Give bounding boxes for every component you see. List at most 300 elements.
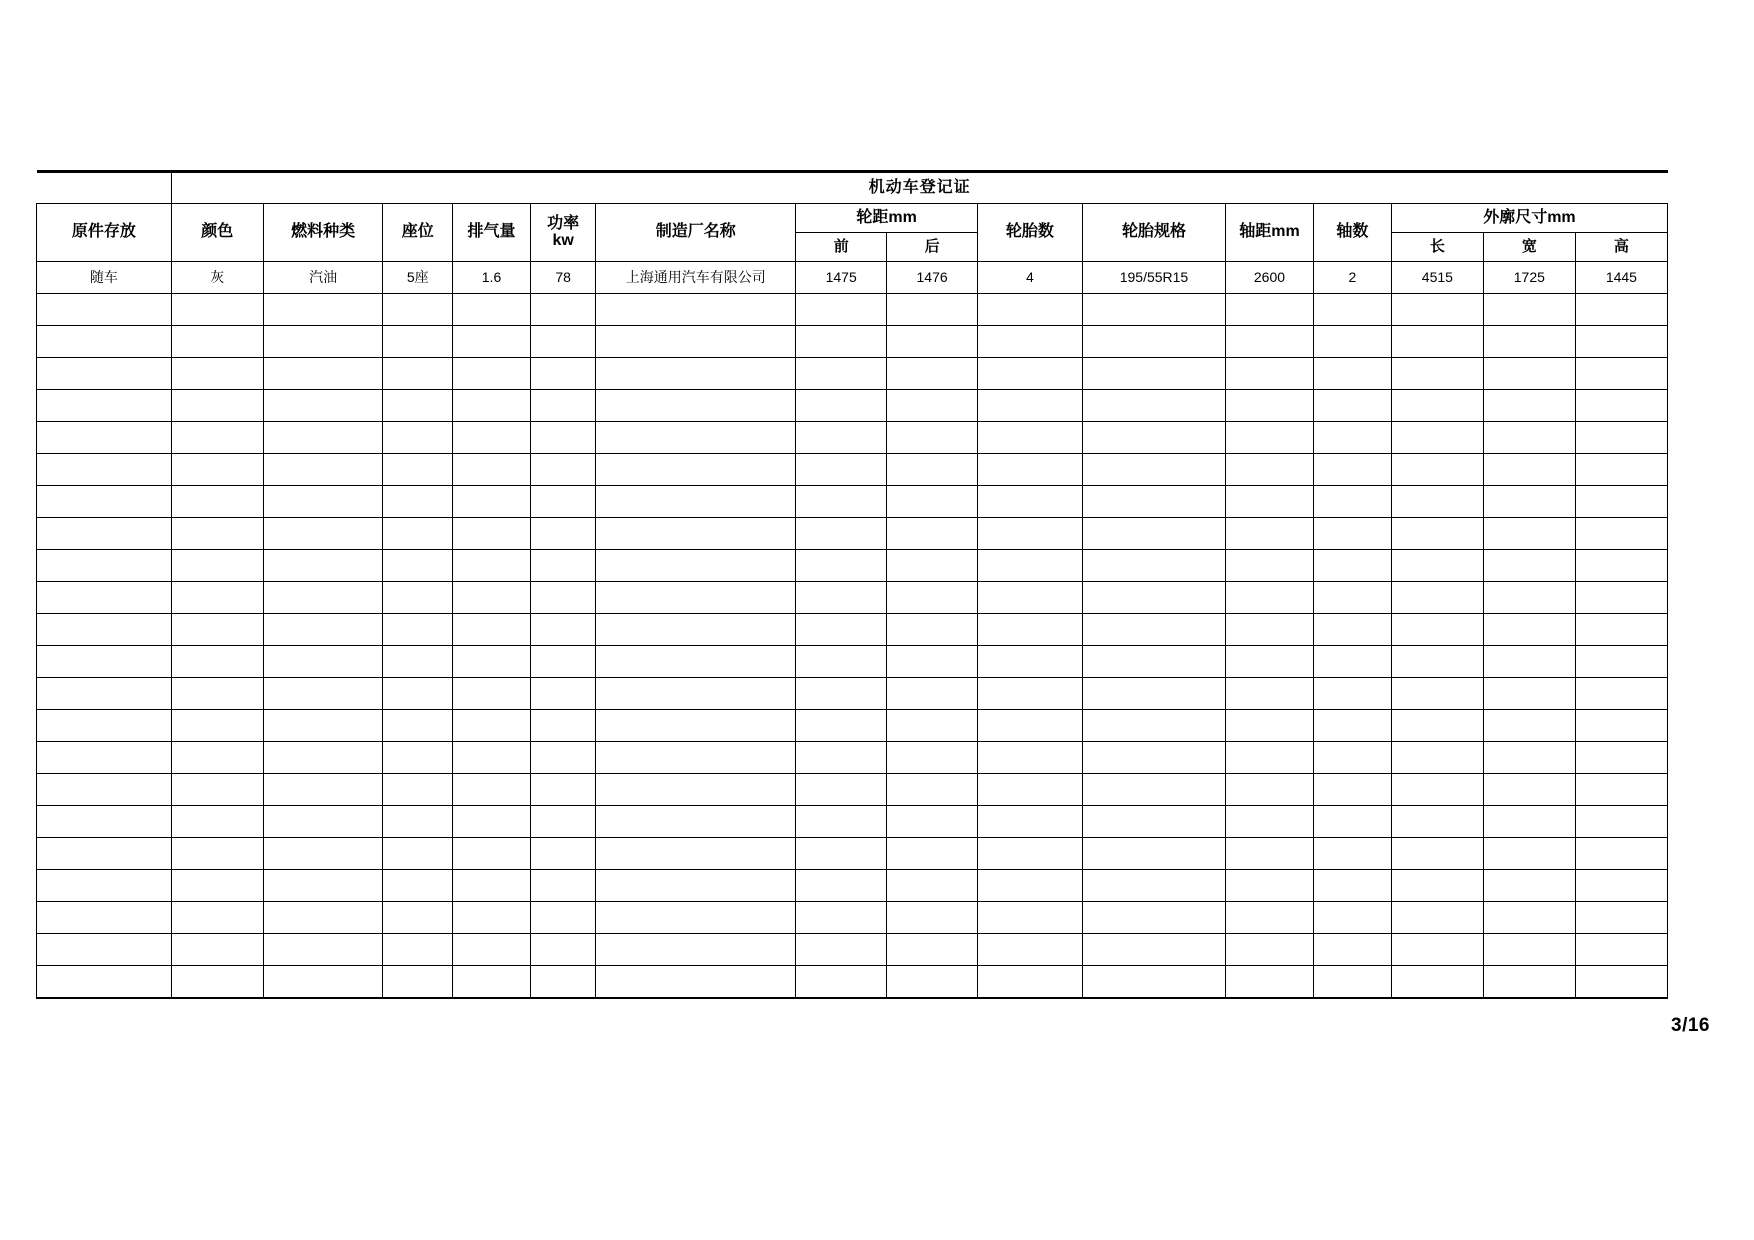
cell-empty [452,390,530,422]
cell-empty [1575,582,1667,614]
cell-empty [796,646,887,678]
cell-empty [796,550,887,582]
cell-empty [596,646,796,678]
table-row-empty [37,646,1668,678]
cell-empty [1082,358,1225,390]
cell-empty [531,870,596,902]
cell-empty [263,646,383,678]
cell-empty [37,486,172,518]
cell-empty [887,902,978,934]
cell-empty [1483,742,1575,774]
header-dim-width: 宽 [1483,233,1575,262]
cell-empty [1483,806,1575,838]
table-row-empty [37,934,1668,966]
cell-empty [383,614,453,646]
cell-empty [383,838,453,870]
cell-empty [452,326,530,358]
cell-empty [796,774,887,806]
cell-empty [978,358,1083,390]
cell-empty [796,454,887,486]
cell-empty [263,614,383,646]
cell-manufacturer: 上海通用汽车有限公司 [596,262,796,294]
cell-empty [171,902,263,934]
cell-empty [887,486,978,518]
cell-empty [1082,774,1225,806]
cell-empty [531,582,596,614]
header-axle-count: 轴数 [1313,204,1391,262]
cell-empty [1082,550,1225,582]
cell-empty [1391,518,1483,550]
header-displacement: 排气量 [452,204,530,262]
cell-empty [887,294,978,326]
cell-empty [978,550,1083,582]
cell-dim-width: 1725 [1483,262,1575,294]
cell-empty [1313,742,1391,774]
cell-empty [887,358,978,390]
cell-empty [1391,774,1483,806]
cell-empty [531,838,596,870]
cell-empty [1226,294,1314,326]
cell-empty [452,454,530,486]
cell-empty [37,550,172,582]
cell-empty [1082,518,1225,550]
cell-empty [1313,422,1391,454]
cell-empty [1483,550,1575,582]
cell-empty [383,518,453,550]
cell-empty [796,582,887,614]
cell-empty [171,710,263,742]
cell-empty [1313,710,1391,742]
cell-empty [978,486,1083,518]
cell-empty [531,422,596,454]
cell-empty [887,774,978,806]
table-row-empty [37,902,1668,934]
cell-empty [383,870,453,902]
cell-empty [1313,646,1391,678]
cell-empty [1082,326,1225,358]
cell-empty [383,966,453,999]
cell-empty [796,710,887,742]
cell-empty [596,902,796,934]
cell-tire-spec: 195/55R15 [1082,262,1225,294]
cell-empty [531,326,596,358]
cell-empty [1575,902,1667,934]
cell-empty [1226,614,1314,646]
cell-empty [887,966,978,999]
cell-empty [1082,678,1225,710]
cell-empty [1575,614,1667,646]
cell-empty [452,646,530,678]
cell-empty [596,966,796,999]
cell-empty [1483,966,1575,999]
cell-empty [596,422,796,454]
cell-empty [452,774,530,806]
cell-empty [978,582,1083,614]
cell-color: 灰 [171,262,263,294]
cell-empty [796,326,887,358]
cell-empty [1313,902,1391,934]
cell-empty [1483,646,1575,678]
cell-empty [383,294,453,326]
cell-origin-storage: 随车 [37,262,172,294]
cell-empty [796,902,887,934]
cell-empty [263,966,383,999]
cell-empty [1575,934,1667,966]
vehicle-registration-table [36,170,1668,999]
cell-empty [531,358,596,390]
cell-fuel-type: 汽油 [263,262,383,294]
cell-empty [796,614,887,646]
cell-empty [37,934,172,966]
table-row-empty [37,550,1668,582]
cell-dim-length: 4515 [1391,262,1483,294]
cell-empty [1082,454,1225,486]
cell-empty [978,390,1083,422]
cell-empty [37,614,172,646]
cell-empty [887,390,978,422]
cell-empty [978,742,1083,774]
cell-empty [452,710,530,742]
cell-empty [1391,934,1483,966]
cell-empty [263,390,383,422]
cell-empty [887,614,978,646]
cell-dim-height: 1445 [1575,262,1667,294]
cell-empty [978,806,1083,838]
cell-empty [1575,550,1667,582]
cell-empty [1483,870,1575,902]
cell-empty [1313,966,1391,999]
cell-empty [383,934,453,966]
cell-empty [1391,902,1483,934]
cell-empty [452,486,530,518]
cell-empty [263,294,383,326]
cell-empty [263,582,383,614]
cell-empty [263,806,383,838]
cell-empty [1226,966,1314,999]
cell-empty [596,934,796,966]
cell-empty [171,454,263,486]
cell-empty [452,678,530,710]
cell-empty [1483,614,1575,646]
cell-empty [1313,838,1391,870]
cell-empty [383,710,453,742]
cell-empty [1313,454,1391,486]
cell-empty [796,678,887,710]
cell-empty [1226,870,1314,902]
cell-empty [531,774,596,806]
cell-empty [171,870,263,902]
cell-empty [596,774,796,806]
cell-empty [978,774,1083,806]
cell-empty [1226,678,1314,710]
cell-empty [978,422,1083,454]
cell-empty [37,838,172,870]
cell-empty [37,774,172,806]
cell-tire-count: 4 [978,262,1083,294]
cell-empty [263,838,383,870]
cell-empty [1483,422,1575,454]
cell-empty [1313,358,1391,390]
cell-empty [1483,486,1575,518]
cell-empty [171,646,263,678]
cell-empty [1391,710,1483,742]
cell-empty [978,966,1083,999]
cell-empty [171,390,263,422]
cell-displacement: 1.6 [452,262,530,294]
cell-empty [978,710,1083,742]
cell-empty [1226,774,1314,806]
cell-empty [171,358,263,390]
cell-empty [1391,358,1483,390]
cell-empty [1575,454,1667,486]
cell-empty [1226,646,1314,678]
cell-empty [1391,486,1483,518]
cell-empty [531,646,596,678]
cell-empty [531,486,596,518]
cell-empty [383,390,453,422]
cell-empty [596,294,796,326]
cell-empty [263,870,383,902]
cell-empty [1082,390,1225,422]
cell-empty [1575,806,1667,838]
header-overall-dimensions-mm: 外廓尺寸mm [1391,204,1667,233]
cell-empty [1391,838,1483,870]
cell-empty [887,710,978,742]
cell-empty [531,678,596,710]
cell-empty [1226,550,1314,582]
cell-empty [887,326,978,358]
cell-empty [1313,486,1391,518]
cell-empty [1483,390,1575,422]
cell-empty [531,294,596,326]
table-row-empty [37,390,1668,422]
table-row-empty [37,358,1668,390]
cell-empty [37,454,172,486]
cell-empty [383,678,453,710]
cell-empty [1483,838,1575,870]
cell-empty [1483,294,1575,326]
cell-empty [452,550,530,582]
table-row-empty [37,838,1668,870]
cell-empty [1226,742,1314,774]
cell-empty [1575,390,1667,422]
cell-empty [978,678,1083,710]
document-title: 机动车登记证 [171,172,1667,204]
cell-empty [796,966,887,999]
header-dim-height: 高 [1575,233,1667,262]
cell-empty [887,806,978,838]
table-title-row [37,172,1668,204]
cell-empty [1226,454,1314,486]
cell-empty [1082,838,1225,870]
cell-empty [531,710,596,742]
cell-empty [37,358,172,390]
table-row-empty [37,678,1668,710]
cell-empty [1483,454,1575,486]
cell-empty [37,518,172,550]
cell-empty [383,454,453,486]
cell-empty [1313,390,1391,422]
cell-empty [1483,902,1575,934]
cell-empty [1082,966,1225,999]
cell-empty [531,742,596,774]
cell-empty [1082,614,1225,646]
cell-empty [1391,742,1483,774]
cell-empty [1313,550,1391,582]
cell-empty [531,390,596,422]
cell-empty [887,678,978,710]
cell-empty [796,806,887,838]
cell-empty [887,934,978,966]
cell-empty [1391,966,1483,999]
table-row-empty [37,774,1668,806]
cell-empty [37,742,172,774]
cell-empty [1082,422,1225,454]
cell-empty [978,838,1083,870]
cell-empty [452,582,530,614]
header-tire-count: 轮胎数 [978,204,1083,262]
cell-empty [37,422,172,454]
cell-empty [171,582,263,614]
cell-empty [1483,710,1575,742]
cell-empty [452,806,530,838]
cell-empty [887,422,978,454]
cell-empty [37,582,172,614]
cell-empty [887,582,978,614]
table-row-empty [37,486,1668,518]
header-tire-spec: 轮胎规格 [1082,204,1225,262]
cell-empty [1575,838,1667,870]
cell-empty [263,326,383,358]
cell-empty [171,326,263,358]
header-track-rear: 后 [887,233,978,262]
cell-empty [263,902,383,934]
cell-empty [596,614,796,646]
table-row-empty [37,966,1668,999]
cell-empty [452,294,530,326]
cell-empty [37,326,172,358]
cell-empty [37,710,172,742]
cell-empty [171,422,263,454]
header-row-primary [37,204,1668,233]
cell-empty [37,806,172,838]
cell-empty [596,806,796,838]
cell-empty [1575,518,1667,550]
cell-empty [1082,294,1225,326]
cell-empty [1082,806,1225,838]
cell-empty [1226,390,1314,422]
cell-empty [1391,614,1483,646]
cell-empty [887,742,978,774]
cell-empty [531,454,596,486]
cell-empty [452,422,530,454]
table-row-empty [37,870,1668,902]
cell-empty [1391,550,1483,582]
cell-empty [596,358,796,390]
cell-empty [263,774,383,806]
table-row [37,262,1668,294]
cell-wheelbase: 2600 [1226,262,1314,294]
cell-empty [978,646,1083,678]
cell-empty [1391,422,1483,454]
table-row-empty [37,742,1668,774]
cell-empty [37,870,172,902]
cell-empty [531,934,596,966]
cell-empty [383,582,453,614]
cell-empty [796,422,887,454]
cell-empty [1391,582,1483,614]
cell-empty [1226,582,1314,614]
cell-empty [531,966,596,999]
table-row-empty [37,422,1668,454]
cell-empty [978,326,1083,358]
cell-empty [531,550,596,582]
cell-empty [263,742,383,774]
cell-empty [452,358,530,390]
cell-empty [263,934,383,966]
cell-empty [1391,294,1483,326]
cell-empty [263,518,383,550]
cell-empty [171,838,263,870]
cell-empty [1313,518,1391,550]
cell-empty [171,934,263,966]
cell-empty [1313,934,1391,966]
cell-empty [1483,678,1575,710]
cell-empty [263,486,383,518]
cell-empty [263,358,383,390]
cell-empty [1082,902,1225,934]
cell-empty [1226,710,1314,742]
cell-power: 78 [531,262,596,294]
header-origin-storage: 原件存放 [37,204,172,262]
cell-empty [531,518,596,550]
header-track-front: 前 [796,233,887,262]
cell-empty [1313,326,1391,358]
cell-empty [596,742,796,774]
cell-empty [887,838,978,870]
cell-empty [452,966,530,999]
cell-empty [263,678,383,710]
cell-empty [383,422,453,454]
cell-empty [978,454,1083,486]
cell-empty [596,518,796,550]
cell-empty [1575,422,1667,454]
cell-empty [1575,710,1667,742]
cell-empty [1391,678,1483,710]
cell-empty [1313,678,1391,710]
cell-empty [1391,326,1483,358]
cell-empty [37,294,172,326]
page-number: 3/16 [1671,1015,1710,1036]
cell-empty [531,614,596,646]
cell-track-rear: 1476 [887,262,978,294]
cell-empty [796,294,887,326]
cell-empty [796,742,887,774]
cell-empty [1226,902,1314,934]
cell-empty [171,678,263,710]
cell-empty [596,550,796,582]
cell-empty [171,614,263,646]
cell-empty [452,614,530,646]
cell-empty [1483,582,1575,614]
cell-empty [978,294,1083,326]
header-manufacturer: 制造厂名称 [596,204,796,262]
cell-empty [1226,422,1314,454]
cell-empty [887,454,978,486]
header-power-line1: 功率 [547,214,580,232]
cell-empty [1391,390,1483,422]
cell-empty [1082,710,1225,742]
